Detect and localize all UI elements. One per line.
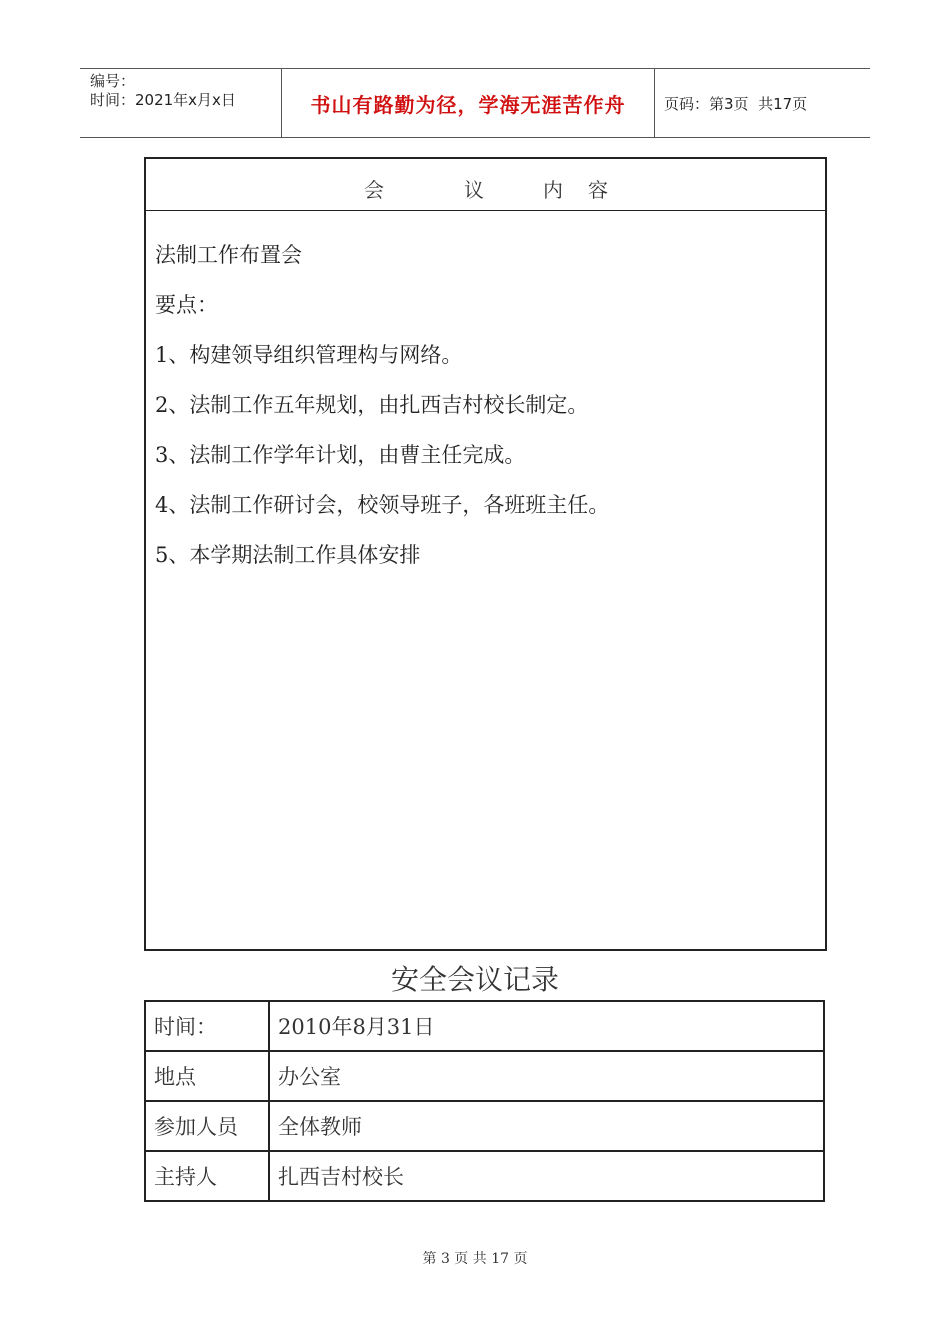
meeting-content-body xyxy=(155,243,817,593)
header-meta xyxy=(90,72,236,110)
header-time: 时间：2021年x月x日 xyxy=(90,91,236,109)
row-value: 扎西吉村校长 xyxy=(269,1151,824,1201)
heading-char: 议 xyxy=(464,178,484,202)
content-line-points: 要点： xyxy=(155,293,218,317)
safety-record-title: 安全会议记录 xyxy=(390,963,559,996)
row-label: 参加人员 xyxy=(145,1101,269,1151)
header-page-info: 页码：第3页 共17页 xyxy=(664,94,808,113)
content-line-item: 1、构建领导组织管理构与网络。 xyxy=(155,343,463,367)
page-footer: 第 3 页 共 17 页 xyxy=(422,1251,528,1267)
header-motto: 书山有路勤为径，学海无涯苦作舟 xyxy=(310,92,626,117)
safety-record-table xyxy=(144,1000,825,1202)
row-value: 办公室 xyxy=(269,1051,824,1101)
table-row xyxy=(145,1001,824,1051)
meeting-content-heading xyxy=(146,159,825,211)
row-label: 主持人 xyxy=(145,1151,269,1201)
table-row xyxy=(145,1101,824,1151)
header-divider-right xyxy=(654,69,655,137)
row-value: 2010年8月31日 xyxy=(269,1001,824,1051)
content-line-item: 4、法制工作研讨会，校领导班子，各班班主任。 xyxy=(155,493,610,517)
page-header xyxy=(80,68,870,138)
row-label: 地点 xyxy=(145,1051,269,1101)
row-value: 全体教师 xyxy=(269,1101,824,1151)
content-line-item: 5、本学期法制工作具体安排 xyxy=(155,543,421,567)
content-line-item: 3、法制工作学年计划，由曹主任完成。 xyxy=(155,443,526,467)
header-number: 编号： xyxy=(90,72,136,90)
row-label: 时间： xyxy=(145,1001,269,1051)
table-row xyxy=(145,1151,824,1201)
heading-char: 容 xyxy=(588,178,608,202)
heading-char: 会 xyxy=(364,178,384,202)
meeting-content-box xyxy=(144,157,827,951)
content-line-item: 2、法制工作五年规划，由扎西吉村校长制定。 xyxy=(155,393,589,417)
content-line-title: 法制工作布置会 xyxy=(155,243,302,267)
heading-char: 内 xyxy=(543,178,563,202)
table-row xyxy=(145,1051,824,1101)
